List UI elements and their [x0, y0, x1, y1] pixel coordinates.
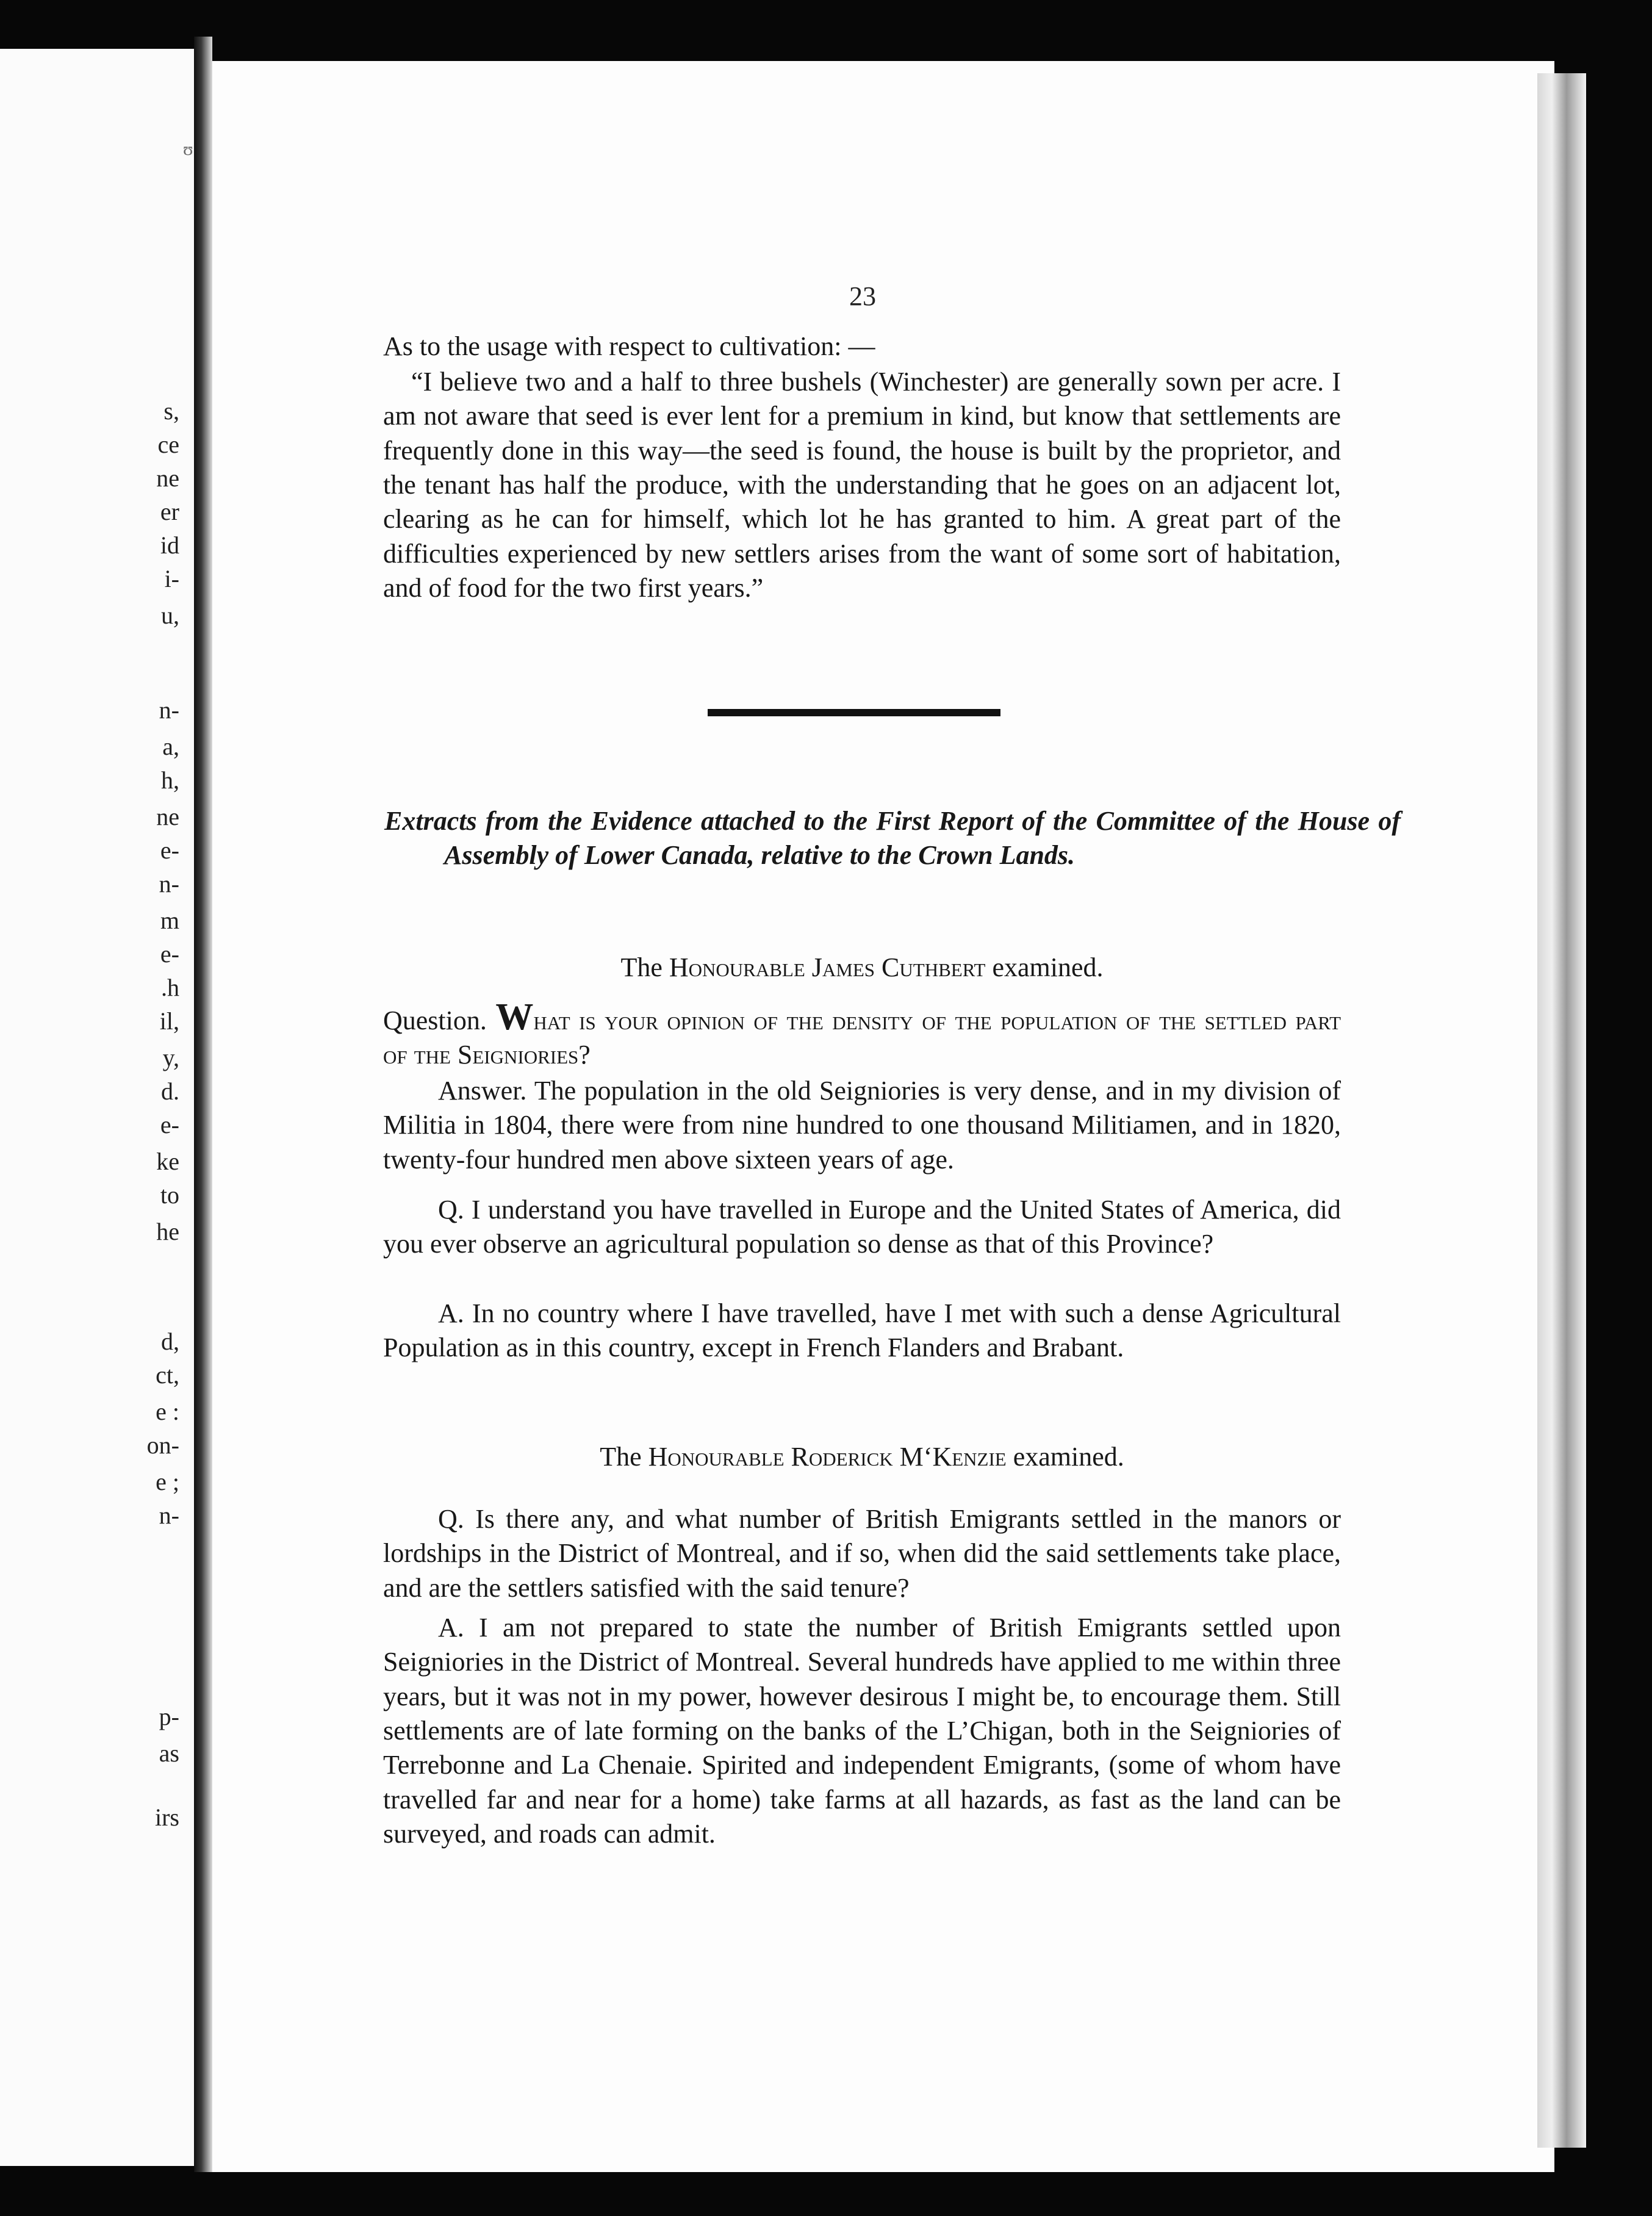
facing-page-text-fragment: ke — [156, 1148, 179, 1175]
section-divider — [708, 709, 1000, 716]
question-label: Question. — [383, 1005, 487, 1035]
facing-page-text-fragment: irs — [155, 1804, 179, 1831]
question-text: hat is your opinion of the density of the population of the settled part of the Seigniories? — [383, 1005, 1341, 1070]
page-number: 23 — [849, 281, 876, 311]
facing-page-text-fragment: ce — [157, 431, 179, 458]
heading-prefix: The — [620, 952, 663, 982]
facing-page-text-fragment: d. — [161, 1077, 179, 1105]
facing-page-text-fragment: il, — [159, 1007, 179, 1035]
facing-page-text-fragment: he — [156, 1218, 179, 1245]
extracts-title: Extracts from the Evidence attached to the First Report of the Committee of the House of Assembly of Lower Canada, relative to the Crown Lands. — [384, 806, 1401, 871]
facing-page-text-fragment: u, — [161, 602, 179, 629]
facing-page-text-fragment: i- — [164, 565, 179, 592]
facing-page-text-fragment: ne — [156, 803, 179, 830]
facing-page-text-fragment: ne — [156, 464, 179, 492]
cuthbert-heading — [383, 951, 1341, 985]
heading-suffix: examined. — [992, 952, 1104, 982]
facing-page-text-fragment: as — [159, 1739, 179, 1767]
facing-page-text-fragment: a, — [162, 733, 179, 760]
facing-page-text-fragment: n- — [159, 870, 179, 898]
facing-page-text-fragment: .h — [161, 974, 179, 1001]
facing-page-text-fragment: s, — [163, 397, 179, 425]
facing-page-text-fragment: to — [160, 1181, 179, 1209]
drop-capital: W — [495, 996, 534, 1038]
mckenzie-heading — [383, 1440, 1341, 1474]
cultivation-intro: As to the usage with respect to cultivation: — — [383, 331, 875, 361]
ink-mark: ʊ — [183, 139, 193, 159]
facing-page-text-fragment: on- — [146, 1431, 179, 1459]
book-gutter — [194, 37, 212, 2172]
facing-page-text-fragment: y, — [162, 1044, 179, 1071]
facing-page-text-fragment: e ; — [156, 1468, 179, 1495]
facing-page-fragment — [0, 49, 194, 2166]
facing-page-text-fragment: e : — [156, 1398, 179, 1425]
mckenzie-answer-1: A. I am not prepared to state the number of British Emigrants settled upon Seigniories in the District of Montreal. Several hundreds have applied to me within three years, but it was not in my power, however desirous I might be, to encourage them. Still settlements are of late forming on the banks of the L’Chigan, both in the Seigniories of Terrebonne and La Chenaie. Spirited and independent Emigrants, (some of whom have travelled far and near for a home) take farms at all hazards, as fast as the land can be surveyed, and roads can admit. — [383, 1613, 1341, 1849]
heading-prefix: The — [600, 1442, 642, 1472]
facing-page-text-fragment: n- — [159, 696, 179, 724]
facing-page-text-fragment: m — [160, 907, 179, 934]
facing-page-text-fragment: n- — [159, 1502, 179, 1529]
heading-suffix: examined. — [1013, 1442, 1124, 1472]
cuthbert-answer-2: A. In no country where I have travelled, have I met with such a dense Agricultural Population as in this country, except in French Flanders and Brabant. — [383, 1298, 1341, 1363]
mckenzie-question-1: Q. Is there any, and what number of British Emigrants settled in the manors or lordships in the District of Montreal, and if so, when did the said settlements take place, and are the settlers satisfied with the said tenure? — [383, 1504, 1341, 1603]
page-edge — [1537, 73, 1586, 2148]
facing-page-text-fragment: p- — [159, 1703, 179, 1730]
facing-page-text-fragment: e- — [160, 940, 179, 968]
witness-name: Honourable Roderick M‘Kenzie — [648, 1442, 1007, 1472]
facing-page-text-fragment: e- — [160, 1111, 179, 1139]
cuthbert-question-2: Q. I understand you have travelled in Europe and the United States of America, did you ever observe an agricultural population so dense as that of this Province? — [383, 1195, 1341, 1259]
cuthbert-question-1 — [383, 996, 1341, 1073]
facing-page-text-fragment: id — [160, 531, 179, 559]
witness-name: Honourable James Cuthbert — [669, 952, 986, 982]
facing-page-text-fragment: e- — [160, 836, 179, 864]
cuthbert-answer-1: Answer. The population in the old Seigniories is very dense, and in my division of Militia in 1804, there were from nine hundred to one thousand Militiamen, and in 1820, twenty-four hundred men above sixteen years of age. — [383, 1076, 1341, 1175]
facing-page-text-fragment: d, — [161, 1328, 179, 1355]
facing-page-text-fragment: ct, — [156, 1361, 179, 1389]
cultivation-quote: “I believe two and a half to three bushels (Winchester) are generally sown per acre. I am not aware that seed is ever lent for a premium in kind, but know that settlements are frequently done in this way—the seed is found, the house is built by the proprietor, and the tenant has half the produce, with the understanding that he goes on an adjacent lot, clearing as he can for himself, which lot he has granted to him. A great part of the difficulties experienced by new settlers arises from the want of some sort of habitation, and of food for the two first years.” — [383, 367, 1341, 603]
facing-page-text-fragment: er — [160, 498, 179, 525]
facing-page-text-fragment: h, — [161, 766, 179, 794]
